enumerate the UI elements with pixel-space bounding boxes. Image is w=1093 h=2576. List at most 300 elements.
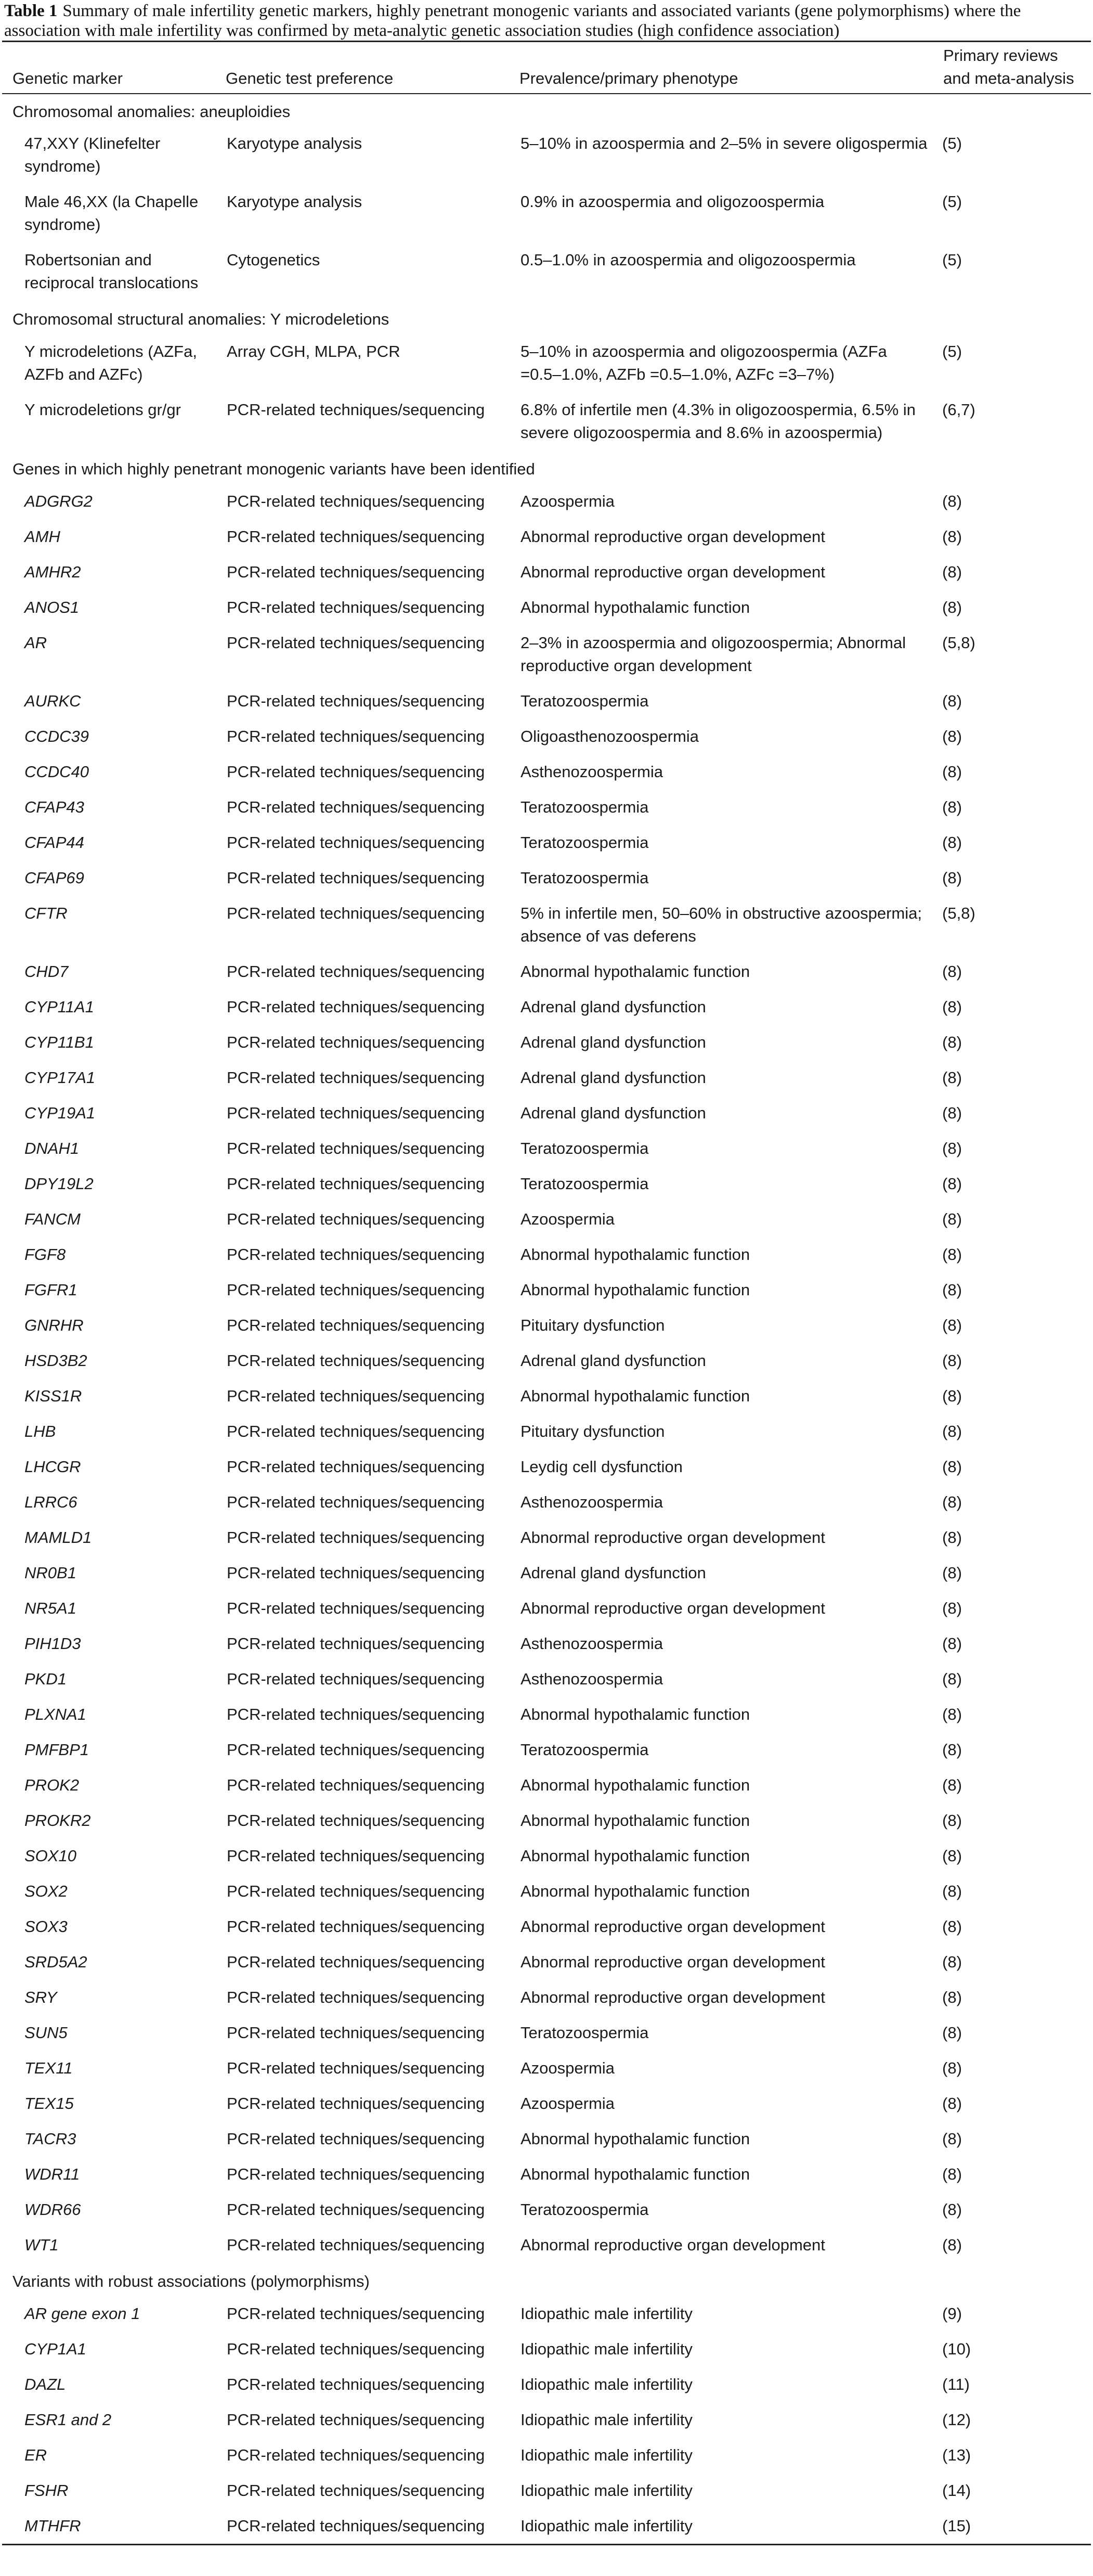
table-row bbox=[2, 1804, 1091, 1839]
section-title: Genes in which highly penetrant monogenic variants have been identified bbox=[12, 459, 535, 478]
marker-cell: AMH bbox=[24, 527, 60, 546]
reference-cell: (8) bbox=[942, 1139, 962, 1157]
reference-cell: (8) bbox=[942, 1209, 962, 1228]
reference-cell: (8) bbox=[942, 1740, 962, 1759]
reference-cell: (8) bbox=[942, 1280, 962, 1299]
marker-cell: SOX10 bbox=[24, 1846, 76, 1865]
marker-cell: LRRC6 bbox=[24, 1492, 77, 1511]
section-heading-row bbox=[2, 94, 1091, 127]
reference-cell: (8) bbox=[942, 2023, 962, 2042]
header-test-preference: Genetic test preference bbox=[215, 42, 509, 94]
test-cell: PCR-related techniques/sequencing bbox=[227, 2410, 485, 2429]
phenotype-cell: Adrenal gland dysfunction bbox=[521, 997, 706, 1016]
reference-cell: (5,8) bbox=[942, 904, 975, 922]
marker-cell: CYP1A1 bbox=[24, 2339, 86, 2358]
test-cell: PCR-related techniques/sequencing bbox=[227, 492, 485, 510]
test-cell: PCR-related techniques/sequencing bbox=[227, 1775, 485, 1794]
test-cell: Karyotype analysis bbox=[227, 134, 362, 152]
table-row bbox=[2, 520, 1091, 556]
phenotype-cell: 0.9% in azoospermia and oligozoospermia bbox=[521, 192, 825, 211]
table-row bbox=[2, 1592, 1091, 1627]
marker-cell: SUN5 bbox=[24, 2023, 68, 2042]
phenotype-cell: Asthenozoospermia bbox=[521, 1669, 663, 1688]
phenotype-cell: Teratozoospermia bbox=[521, 2023, 649, 2042]
test-cell: PCR-related techniques/sequencing bbox=[227, 1705, 485, 1723]
marker-cell: Robertsonian and reciprocal translocations bbox=[24, 250, 199, 292]
marker-cell: TEX11 bbox=[24, 2058, 73, 2077]
section-heading-row bbox=[2, 302, 1091, 335]
test-cell: PCR-related techniques/sequencing bbox=[227, 1386, 485, 1405]
phenotype-cell: 5–10% in azoospermia and oligozoospermia (AZFa =0.5–1.0%, AZFb =0.5–1.0%, AZFc =3–7%) bbox=[521, 342, 887, 383]
reference-cell: (8) bbox=[942, 1245, 962, 1264]
table-row bbox=[2, 1733, 1091, 1769]
header-phenotype: Prevalence/primary phenotype bbox=[509, 42, 933, 94]
table-row bbox=[2, 1450, 1091, 1486]
phenotype-cell: Teratozoospermia bbox=[521, 2200, 649, 2219]
reference-cell: (8) bbox=[942, 962, 962, 981]
test-cell: PCR-related techniques/sequencing bbox=[227, 1351, 485, 1370]
table-row bbox=[2, 1097, 1091, 1132]
test-cell: PCR-related techniques/sequencing bbox=[227, 2339, 485, 2358]
phenotype-cell: 5–10% in azoospermia and 2–5% in severe oligospermia bbox=[521, 134, 928, 152]
table-row bbox=[2, 1769, 1091, 1804]
test-cell: PCR-related techniques/sequencing bbox=[227, 833, 485, 852]
marker-cell: PKD1 bbox=[24, 1669, 67, 1688]
reference-cell: (8) bbox=[942, 691, 962, 710]
table-row bbox=[2, 393, 1091, 452]
reference-cell: (8) bbox=[942, 2200, 962, 2219]
phenotype-cell: Abnormal hypothalamic function bbox=[521, 598, 750, 616]
table-row bbox=[2, 861, 1091, 897]
phenotype-cell: Adrenal gland dysfunction bbox=[521, 1351, 706, 1370]
test-cell: PCR-related techniques/sequencing bbox=[227, 962, 485, 981]
table-row bbox=[2, 1556, 1091, 1592]
marker-cell: ADGRG2 bbox=[24, 492, 93, 510]
table-row bbox=[2, 1309, 1091, 1344]
reference-cell: (5) bbox=[942, 342, 962, 360]
marker-cell: CCDC40 bbox=[24, 762, 89, 781]
phenotype-cell: Asthenozoospermia bbox=[521, 1634, 663, 1653]
table-row bbox=[2, 1380, 1091, 1415]
phenotype-cell: Leydig cell dysfunction bbox=[521, 1457, 683, 1476]
phenotype-cell: Abnormal hypothalamic function bbox=[521, 2129, 750, 2148]
marker-cell: CFAP43 bbox=[24, 797, 84, 816]
marker-cell: TEX15 bbox=[24, 2094, 74, 2113]
test-cell: PCR-related techniques/sequencing bbox=[227, 1634, 485, 1653]
phenotype-cell: Adrenal gland dysfunction bbox=[521, 1033, 706, 1051]
marker-cell: LHB bbox=[24, 1422, 56, 1440]
table-row bbox=[2, 990, 1091, 1026]
reference-cell: (8) bbox=[942, 492, 962, 510]
reference-cell: (8) bbox=[942, 997, 962, 1016]
reference-cell: (8) bbox=[942, 598, 962, 616]
test-cell: PCR-related techniques/sequencing bbox=[227, 2165, 485, 2183]
phenotype-cell: Abnormal hypothalamic function bbox=[521, 2165, 750, 2183]
table-row bbox=[2, 626, 1091, 685]
table-row bbox=[2, 755, 1091, 791]
reference-cell: (8) bbox=[942, 527, 962, 546]
reference-cell: (6,7) bbox=[942, 400, 975, 419]
test-cell: PCR-related techniques/sequencing bbox=[227, 598, 485, 616]
reference-cell: (8) bbox=[942, 833, 962, 852]
marker-cell: PMFBP1 bbox=[24, 1740, 89, 1759]
table-row bbox=[2, 243, 1091, 302]
test-cell: PCR-related techniques/sequencing bbox=[227, 633, 485, 652]
marker-cell: SOX3 bbox=[24, 1917, 68, 1936]
reference-cell: (8) bbox=[942, 1103, 962, 1122]
table-row bbox=[2, 1875, 1091, 1910]
marker-cell: FGF8 bbox=[24, 1245, 66, 1264]
marker-cell: MAMLD1 bbox=[24, 1528, 92, 1547]
table-row bbox=[2, 1910, 1091, 1946]
table-row bbox=[2, 2403, 1091, 2439]
phenotype-cell: Abnormal hypothalamic function bbox=[521, 1280, 750, 1299]
phenotype-cell: Abnormal hypothalamic function bbox=[521, 1245, 750, 1264]
reference-cell: (8) bbox=[942, 1846, 962, 1865]
test-cell: PCR-related techniques/sequencing bbox=[227, 2200, 485, 2219]
test-cell: PCR-related techniques/sequencing bbox=[227, 1988, 485, 2006]
reference-cell: (13) bbox=[942, 2445, 971, 2464]
marker-cell: CFAP69 bbox=[24, 868, 84, 887]
phenotype-cell: Teratozoospermia bbox=[521, 868, 649, 887]
table-row bbox=[2, 1521, 1091, 1556]
marker-cell: CYP17A1 bbox=[24, 1068, 96, 1087]
test-cell: PCR-related techniques/sequencing bbox=[227, 1280, 485, 1299]
reference-cell: (5) bbox=[942, 250, 962, 269]
reference-cell: (8) bbox=[942, 1988, 962, 2006]
marker-cell: ER bbox=[24, 2445, 47, 2464]
marker-cell: CHD7 bbox=[24, 962, 69, 981]
header-genetic-marker: Genetic marker bbox=[2, 42, 215, 94]
reference-cell: (8) bbox=[942, 797, 962, 816]
marker-cell: KISS1R bbox=[24, 1386, 82, 1405]
reference-cell: (8) bbox=[942, 1492, 962, 1511]
table-row bbox=[2, 955, 1091, 990]
reference-cell: (8) bbox=[942, 1528, 962, 1547]
test-cell: PCR-related techniques/sequencing bbox=[227, 1740, 485, 1759]
test-cell: PCR-related techniques/sequencing bbox=[227, 997, 485, 1016]
marker-cell: PIH1D3 bbox=[24, 1634, 81, 1653]
table-row bbox=[2, 2368, 1091, 2403]
phenotype-cell: Adrenal gland dysfunction bbox=[521, 1068, 706, 1087]
section-title: Chromosomal structural anomalies: Y microdeletions bbox=[12, 310, 389, 328]
reference-cell: (8) bbox=[942, 1457, 962, 1476]
test-cell: PCR-related techniques/sequencing bbox=[227, 2235, 485, 2254]
reference-cell: (8) bbox=[942, 1952, 962, 1971]
phenotype-cell: Teratozoospermia bbox=[521, 1139, 649, 1157]
marker-cell: WT1 bbox=[24, 2235, 59, 2254]
reference-cell: (8) bbox=[942, 1669, 962, 1688]
marker-cell: LHCGR bbox=[24, 1457, 81, 1476]
table-row bbox=[2, 2229, 1091, 2264]
section-title: Variants with robust associations (polymorphisms) bbox=[12, 2272, 370, 2290]
table-row bbox=[2, 1167, 1091, 1203]
table-row bbox=[2, 791, 1091, 826]
marker-cell: WDR66 bbox=[24, 2200, 81, 2219]
phenotype-cell: Idiopathic male infertility bbox=[521, 2339, 693, 2358]
test-cell: PCR-related techniques/sequencing bbox=[227, 1209, 485, 1228]
marker-cell: TACR3 bbox=[24, 2129, 76, 2148]
marker-cell: CFAP44 bbox=[24, 833, 84, 852]
table-row bbox=[2, 2509, 1091, 2545]
phenotype-cell: Abnormal reproductive organ development bbox=[521, 1952, 825, 1971]
phenotype-cell: Abnormal hypothalamic function bbox=[521, 1811, 750, 1830]
table-row bbox=[2, 2122, 1091, 2158]
phenotype-cell: Abnormal hypothalamic function bbox=[521, 1386, 750, 1405]
marker-cell: FANCM bbox=[24, 1209, 81, 1228]
phenotype-cell: Adrenal gland dysfunction bbox=[521, 1563, 706, 1582]
marker-cell: ESR1 and 2 bbox=[24, 2410, 112, 2429]
marker-cell: FGFR1 bbox=[24, 1280, 77, 1299]
test-cell: Karyotype analysis bbox=[227, 192, 362, 211]
phenotype-cell: Asthenozoospermia bbox=[521, 762, 663, 781]
test-cell: PCR-related techniques/sequencing bbox=[227, 2058, 485, 2077]
test-cell: PCR-related techniques/sequencing bbox=[227, 1952, 485, 1971]
phenotype-cell: Azoospermia bbox=[521, 2058, 615, 2077]
marker-cell: MTHFR bbox=[24, 2516, 81, 2535]
marker-cell: Male 46,XX (la Chapelle syndrome) bbox=[24, 192, 199, 234]
table-row bbox=[2, 685, 1091, 720]
test-cell: PCR-related techniques/sequencing bbox=[227, 904, 485, 922]
phenotype-cell: Idiopathic male infertility bbox=[521, 2516, 693, 2535]
phenotype-cell: Idiopathic male infertility bbox=[521, 2375, 693, 2393]
reference-cell: (8) bbox=[942, 2165, 962, 2183]
test-cell: PCR-related techniques/sequencing bbox=[227, 1528, 485, 1547]
test-cell: PCR-related techniques/sequencing bbox=[227, 2481, 485, 2500]
test-cell: PCR-related techniques/sequencing bbox=[227, 868, 485, 887]
table-row bbox=[2, 1415, 1091, 1450]
reference-cell: (8) bbox=[942, 1811, 962, 1830]
reference-cell: (8) bbox=[942, 1775, 962, 1794]
reference-cell: (9) bbox=[942, 2304, 962, 2323]
test-cell: PCR-related techniques/sequencing bbox=[227, 1245, 485, 1264]
phenotype-cell: Teratozoospermia bbox=[521, 1174, 649, 1193]
test-cell: PCR-related techniques/sequencing bbox=[227, 691, 485, 710]
test-cell: PCR-related techniques/sequencing bbox=[227, 1492, 485, 1511]
table-row bbox=[2, 1203, 1091, 1238]
table-row bbox=[2, 1627, 1091, 1663]
reference-cell: (8) bbox=[942, 1068, 962, 1087]
phenotype-cell: Azoospermia bbox=[521, 2094, 615, 2113]
marker-cell: PROK2 bbox=[24, 1775, 80, 1794]
test-cell: PCR-related techniques/sequencing bbox=[227, 1563, 485, 1582]
test-cell: PCR-related techniques/sequencing bbox=[227, 1846, 485, 1865]
phenotype-cell: Abnormal reproductive organ development bbox=[521, 1988, 825, 2006]
marker-cell: CYP11A1 bbox=[24, 997, 94, 1016]
test-cell: PCR-related techniques/sequencing bbox=[227, 1669, 485, 1688]
reference-cell: (8) bbox=[942, 2235, 962, 2254]
table-row bbox=[2, 1981, 1091, 2016]
test-cell: PCR-related techniques/sequencing bbox=[227, 400, 485, 419]
marker-cell: Y microdeletions (AZFa, AZFb and AZFc) bbox=[24, 342, 197, 383]
phenotype-cell: Pituitary dysfunction bbox=[521, 1422, 665, 1440]
table-row bbox=[2, 1273, 1091, 1309]
test-cell: PCR-related techniques/sequencing bbox=[227, 1917, 485, 1936]
phenotype-cell: 6.8% of infertile men (4.3% in oligozoospermia, 6.5% in severe oligozoospermia and 8.6% in azoospermia) bbox=[521, 400, 916, 442]
marker-cell: CFTR bbox=[24, 904, 68, 922]
marker-cell: SOX2 bbox=[24, 1882, 68, 1900]
table-row bbox=[2, 1839, 1091, 1875]
phenotype-cell: Teratozoospermia bbox=[521, 691, 649, 710]
test-cell: PCR-related techniques/sequencing bbox=[227, 2094, 485, 2113]
table-caption bbox=[2, 0, 1093, 41]
marker-cell: SRD5A2 bbox=[24, 1952, 87, 1971]
test-cell: PCR-related techniques/sequencing bbox=[227, 2023, 485, 2042]
table-row bbox=[2, 826, 1091, 861]
section-title: Chromosomal anomalies: aneuploidies bbox=[12, 102, 291, 121]
marker-cell: CYP11B1 bbox=[24, 1033, 94, 1051]
test-cell: Cytogenetics bbox=[227, 250, 320, 269]
phenotype-cell: Idiopathic male infertility bbox=[521, 2445, 693, 2464]
caption-text: Summary of male infertility genetic markers, highly penetrant monogenic variants and associated variants (gene polymorphisms) where the association with male infertility was confirmed by meta-analytic genetic association studies (high confidence association) bbox=[4, 2, 1021, 40]
phenotype-cell: Oligoasthenozoospermia bbox=[521, 727, 699, 745]
reference-cell: (8) bbox=[942, 1917, 962, 1936]
reference-cell: (8) bbox=[942, 1882, 962, 1900]
phenotype-cell: Abnormal hypothalamic function bbox=[521, 1846, 750, 1865]
table-row bbox=[2, 897, 1091, 955]
reference-cell: (8) bbox=[942, 1422, 962, 1440]
test-cell: PCR-related techniques/sequencing bbox=[227, 762, 485, 781]
table-header bbox=[2, 42, 1091, 94]
table-row bbox=[2, 2052, 1091, 2087]
marker-cell: 47,XXY (Klinefelter syndrome) bbox=[24, 134, 161, 175]
test-cell: PCR-related techniques/sequencing bbox=[227, 1139, 485, 1157]
phenotype-cell: 2–3% in azoospermia and oligozoospermia; Abnormal reproductive organ development bbox=[521, 633, 906, 675]
marker-cell: SRY bbox=[24, 1988, 57, 2006]
phenotype-cell: Idiopathic male infertility bbox=[521, 2410, 693, 2429]
phenotype-cell: Abnormal reproductive organ development bbox=[521, 1917, 825, 1936]
table-row bbox=[2, 2333, 1091, 2368]
phenotype-cell: 0.5–1.0% in azoospermia and oligozoospermia bbox=[521, 250, 856, 269]
phenotype-cell: Azoospermia bbox=[521, 492, 615, 510]
test-cell: PCR-related techniques/sequencing bbox=[227, 2375, 485, 2393]
reference-cell: (8) bbox=[942, 2129, 962, 2148]
test-cell: Array CGH, MLPA, PCR bbox=[227, 342, 400, 360]
phenotype-cell: Pituitary dysfunction bbox=[521, 1316, 665, 1334]
table-row bbox=[2, 2474, 1091, 2509]
marker-cell: HSD3B2 bbox=[24, 1351, 87, 1370]
marker-cell: DAZL bbox=[24, 2375, 66, 2393]
reference-cell: (8) bbox=[942, 1351, 962, 1370]
phenotype-cell: Azoospermia bbox=[521, 1209, 615, 1228]
marker-cell: PROKR2 bbox=[24, 1811, 91, 1830]
test-cell: PCR-related techniques/sequencing bbox=[227, 527, 485, 546]
reference-cell: (11) bbox=[942, 2375, 970, 2393]
table-label: Table 1 bbox=[4, 2, 58, 20]
marker-cell: AR bbox=[24, 633, 47, 652]
reference-cell: (8) bbox=[942, 2094, 962, 2113]
test-cell: PCR-related techniques/sequencing bbox=[227, 1882, 485, 1900]
phenotype-cell: Abnormal hypothalamic function bbox=[521, 1882, 750, 1900]
table-row bbox=[2, 2016, 1091, 2052]
marker-cell: GNRHR bbox=[24, 1316, 84, 1334]
table-row bbox=[2, 2297, 1091, 2333]
phenotype-cell: Idiopathic male infertility bbox=[521, 2304, 693, 2323]
reference-cell: (8) bbox=[942, 1634, 962, 1653]
reference-cell: (8) bbox=[942, 727, 962, 745]
phenotype-cell: Abnormal reproductive organ development bbox=[521, 562, 825, 581]
test-cell: PCR-related techniques/sequencing bbox=[227, 1599, 485, 1617]
reference-cell: (8) bbox=[942, 1599, 962, 1617]
test-cell: PCR-related techniques/sequencing bbox=[227, 562, 485, 581]
test-cell: PCR-related techniques/sequencing bbox=[227, 2304, 485, 2323]
reference-cell: (8) bbox=[942, 1563, 962, 1582]
phenotype-cell: Abnormal reproductive organ development bbox=[521, 2235, 825, 2254]
reference-cell: (15) bbox=[942, 2516, 971, 2535]
reference-cell: (5) bbox=[942, 134, 962, 152]
test-cell: PCR-related techniques/sequencing bbox=[227, 1422, 485, 1440]
phenotype-cell: Teratozoospermia bbox=[521, 833, 649, 852]
phenotype-cell: Adrenal gland dysfunction bbox=[521, 1103, 706, 1122]
table-row bbox=[2, 1946, 1091, 1981]
marker-cell: Y microdeletions gr/gr bbox=[24, 400, 181, 419]
test-cell: PCR-related techniques/sequencing bbox=[227, 1457, 485, 1476]
reference-cell: (8) bbox=[942, 1174, 962, 1193]
table-row bbox=[2, 1026, 1091, 1061]
table-row bbox=[2, 720, 1091, 755]
marker-cell: NR5A1 bbox=[24, 1599, 76, 1617]
table-row bbox=[2, 1486, 1091, 1521]
test-cell: PCR-related techniques/sequencing bbox=[227, 1174, 485, 1193]
marker-cell: CCDC39 bbox=[24, 727, 89, 745]
test-cell: PCR-related techniques/sequencing bbox=[227, 2445, 485, 2464]
phenotype-cell: Asthenozoospermia bbox=[521, 1492, 663, 1511]
marker-cell: DNAH1 bbox=[24, 1139, 80, 1157]
phenotype-cell: Abnormal hypothalamic function bbox=[521, 1705, 750, 1723]
reference-cell: (8) bbox=[942, 1033, 962, 1051]
table-row bbox=[2, 1344, 1091, 1380]
test-cell: PCR-related techniques/sequencing bbox=[227, 727, 485, 745]
marker-cell: FSHR bbox=[24, 2481, 69, 2500]
section-heading-row bbox=[2, 452, 1091, 485]
table-row bbox=[2, 1061, 1091, 1097]
marker-cell: WDR11 bbox=[24, 2165, 80, 2183]
table-row bbox=[2, 185, 1091, 243]
marker-cell: PLXNA1 bbox=[24, 1705, 86, 1723]
marker-cell: AMHR2 bbox=[24, 562, 81, 581]
reference-cell: (8) bbox=[942, 1386, 962, 1405]
table-row bbox=[2, 556, 1091, 591]
table-row bbox=[2, 591, 1091, 626]
phenotype-cell: Abnormal hypothalamic function bbox=[521, 962, 750, 981]
table-row bbox=[2, 1132, 1091, 1167]
table-row bbox=[2, 127, 1091, 185]
test-cell: PCR-related techniques/sequencing bbox=[227, 797, 485, 816]
reference-cell: (5,8) bbox=[942, 633, 975, 652]
reference-cell: (8) bbox=[942, 1705, 962, 1723]
table-row bbox=[2, 485, 1091, 520]
marker-cell: AR gene exon 1 bbox=[24, 2304, 140, 2323]
reference-cell: (8) bbox=[942, 2058, 962, 2077]
test-cell: PCR-related techniques/sequencing bbox=[227, 1316, 485, 1334]
reference-cell: (14) bbox=[942, 2481, 971, 2500]
header-references: Primary reviews and meta-analysis bbox=[933, 42, 1091, 94]
table-row bbox=[2, 1698, 1091, 1733]
phenotype-cell: Abnormal reproductive organ development bbox=[521, 527, 825, 546]
reference-cell: (8) bbox=[942, 1316, 962, 1334]
phenotype-cell: Idiopathic male infertility bbox=[521, 2481, 693, 2500]
phenotype-cell: 5% in infertile men, 50–60% in obstructive azoospermia; absence of vas deferens bbox=[521, 904, 922, 945]
table-row bbox=[2, 2087, 1091, 2122]
marker-cell: CYP19A1 bbox=[24, 1103, 96, 1122]
test-cell: PCR-related techniques/sequencing bbox=[227, 1068, 485, 1087]
test-cell: PCR-related techniques/sequencing bbox=[227, 1103, 485, 1122]
marker-cell: AURKC bbox=[24, 691, 81, 710]
test-cell: PCR-related techniques/sequencing bbox=[227, 1811, 485, 1830]
marker-cell: ANOS1 bbox=[24, 598, 80, 616]
phenotype-cell: Teratozoospermia bbox=[521, 797, 649, 816]
reference-cell: (8) bbox=[942, 562, 962, 581]
